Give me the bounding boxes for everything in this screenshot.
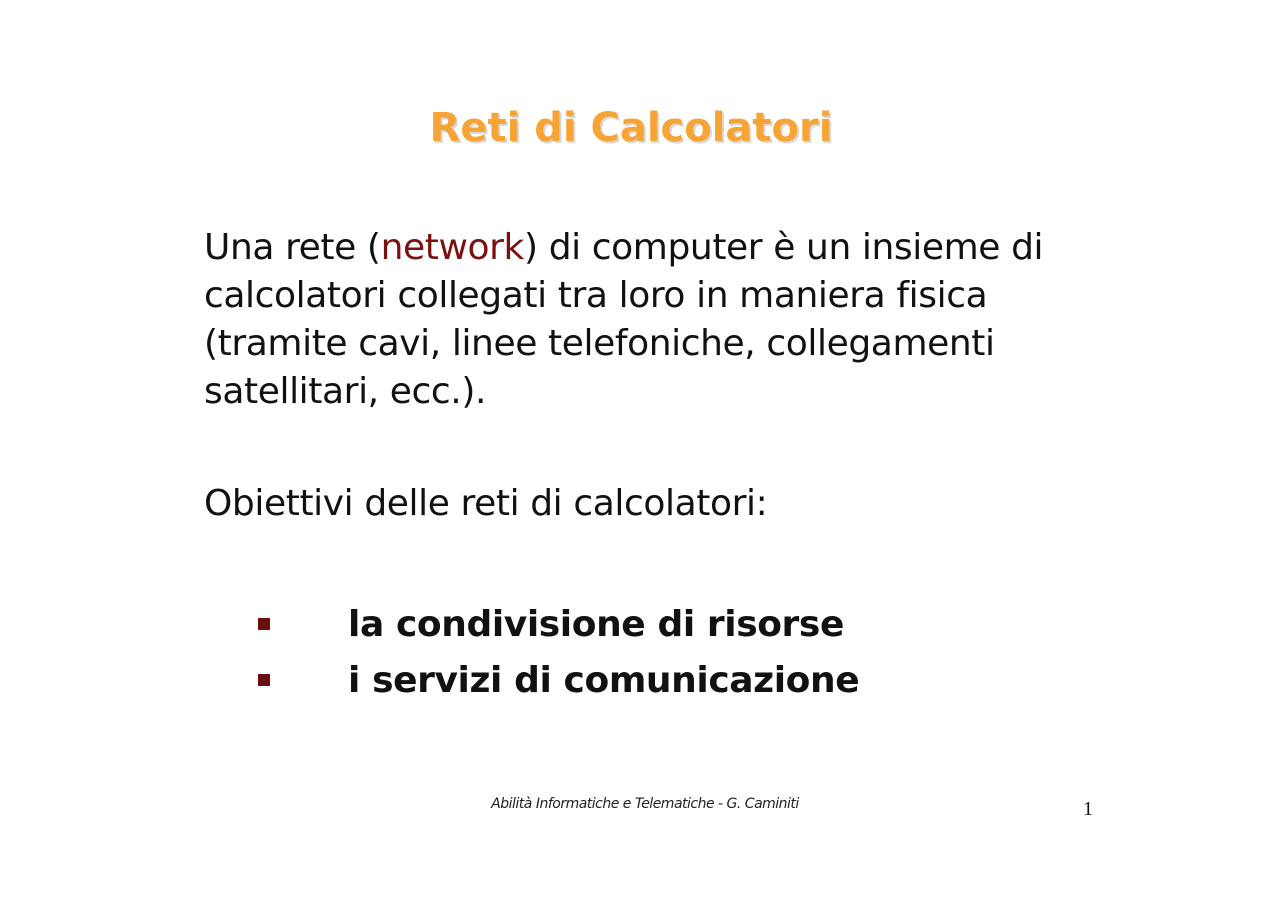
- slide-title: Reti di Calcolatori: [429, 105, 833, 151]
- definition-prefix: Una rete (: [204, 227, 381, 268]
- definition-line-4: satellitari, ecc.).: [204, 371, 487, 412]
- definition-line-1-rest: ) di computer è un insieme di: [524, 227, 1044, 268]
- definition-line-1: [204, 224, 1118, 272]
- objectives-list: [258, 596, 859, 708]
- square-bullet-icon: [258, 674, 270, 686]
- objectives-heading: Obiettivi delle reti di calcolatori:: [204, 483, 768, 524]
- definition-paragraph: [204, 224, 1118, 416]
- list-item: [258, 652, 859, 708]
- objective-text: i servizi di comunicazione: [348, 659, 860, 701]
- slide-footer: Abilità Informatiche e Telematiche - G. Caminiti: [491, 796, 799, 812]
- objective-text: la condivisione di risorse: [348, 603, 844, 645]
- list-item: [258, 596, 859, 652]
- page-number: 1: [1083, 798, 1093, 820]
- network-keyword: network: [380, 227, 524, 268]
- square-bullet-icon: [258, 618, 270, 630]
- definition-line-3: (tramite cavi, linee telefoniche, collegamenti: [204, 323, 995, 364]
- definition-line-2: calcolatori collegati tra loro in maniera fisica: [204, 275, 988, 316]
